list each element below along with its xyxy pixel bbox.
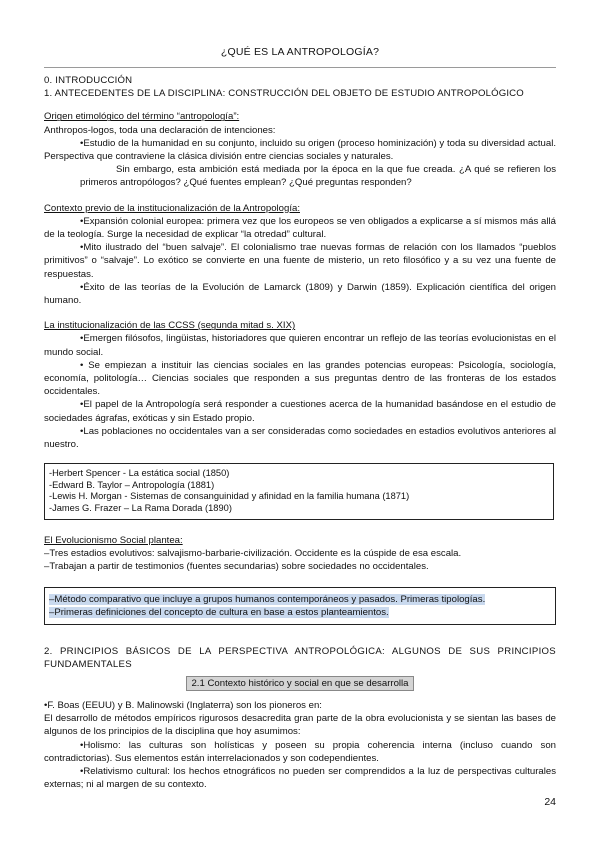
contexto-paragraph-2: •Mito ilustrado del “buen salvaje”. El colonialismo trae nuevas formas de relación con los llamados “pueblos primitivos” o “salvaje”. Lo exótico se convierte en una fuente de misterio, un reto filosófico y a su vez una fuente de respuestas. [44,242,556,280]
section2-paragraph-holismo: •Holismo: las culturas son holísticas y poseen su propia coherencia interna (incluso cuando son contradictorias). Sus elementos están interrelacionados y son codependientes. [44,739,556,764]
contexto-paragraph-3: •Éxito de las teorías de la Evolución de Lamarck (1809) y Darwin (1859). Explicación científica del origen humano. [44,281,556,307]
heading-institucionalizacion: La institucionalización de las CCSS (segunda mitad s. XIX) [44,320,296,332]
author-item: -Herbert Spencer - La estática social (1850) [49,468,230,479]
institucionalizacion-paragraph-2: • Se empiezan a instituir las ciencias sociales en las grandes potencias europeas: Psicología, sociología, economía, politología… Ciencias sociales que responden a sus preguntas dentro de las fronteras de los estados occidentales. [44,359,556,398]
heading-evolucionismo: El Evolucionismo Social plantea: [44,534,183,546]
origen-paragraph-2: Sin embargo, esta ambición está mediada por la época en la que fue creada. ¿A qué se refieren los primeros antropólogos? ¿Qué fuentes emplean? ¿Qué preguntas responden? [80,164,556,189]
institucionalizacion-paragraph-4: •Las poblaciones no occidentales van a ser consideradas como sociedades en estadios evolutivos anteriores al nuestro. [44,425,556,451]
author-item: -James G. Frazer – La Rama Dorada (1890) [49,503,232,514]
author-item: -Edward B. Taylor – Antropología (1881) [49,479,215,490]
heading-origen: Origen etimológico del término “antropología”: [44,111,240,123]
heading-contexto: Contexto previo de la institucionalización de la Antropología: [44,202,300,214]
evolucionismo-line2: –Trabajan a partir de testimonios (fuentes secundarias) sobre sociedades no occidentales. [44,561,429,573]
institucionalizacion-paragraph-3: •El papel de la Antropología será responder a cuestiones acerca de la humanidad basándose en el estudio de sociedades ágrafas, exóticas y sin Estado propio. [44,399,556,424]
page-title: ¿QUÉ ES LA ANTROPOLOGÍA? [220,46,380,58]
subheading-wrapper [44,676,556,691]
document-body [44,74,556,792]
origen-line1: Anthropos-logos, toda una declaración de intenciones: [44,124,276,136]
author-item: -Lewis H. Morgan - Sistemas de consanguinidad y afinidad en la familia humana (1871) [49,491,410,502]
heading-antecedentes: 1. ANTECEDENTES DE LA DISCIPLINA: CONSTRUCCIÓN DEL OBJETO DE ESTUDIO ANTROPOLÓGICO [44,88,524,100]
authors-box [44,463,554,519]
title-divider [44,67,556,68]
highlight-line2: –Primeras definiciones del concepto de cultura en base a estos planteamientos. [49,607,389,619]
subheading-contexto-historico: 2.1 Contexto histórico y social en que se desarrolla [186,676,413,691]
page-number: 24 [544,796,556,808]
evolucionismo-line1: –Tres estadios evolutivos: salvajismo-barbarie-civilización. Occidente es la cúspide de esa escala. [44,547,462,559]
heading-introduccion: 0. INTRODUCCIÓN [44,75,133,86]
highlight-box [44,587,556,624]
institucionalizacion-paragraph-1: •Emergen filósofos, lingüistas, historiadores que quieren encontrar un reflejo de las teorías evolucionistas en el mundo social. [44,333,556,358]
section2-paragraph-relativismo: •Relativismo cultural: los hechos etnográficos no pueden ser comprendidos a la luz de perspectivas culturales externas; ni al margen de su contexto. [44,766,556,791]
section2-paragraph-1: El desarrollo de métodos empíricos rigurosos desacredita gran parte de la obra evolucionista y se sientan las bases de algunos de los principios de la disciplina que hoy asumimos: [44,713,556,738]
pioneros-line: •F. Boas (EEUU) y B. Malinowski (Inglaterra) son los pioneros en: [44,700,322,712]
highlight-line1: –Método comparativo que incluye a grupos humanos contemporáneos y pasados. Primeras tipologías. [49,594,486,606]
contexto-paragraph-1: •Expansión colonial europea: primera vez que los europeos se ven obligados a explicarse a sí mismos más allá de la teología. Surge la necesidad de explicar “la otredad” cultural. [44,215,556,241]
origen-paragraph-1: •Estudio de la humanidad en su conjunto, incluido su origen (proceso hominización) y toda su diversidad actual. Perspectiva que contraviene la clásica división entre ciencias sociales y naturales. [44,137,556,163]
heading-principios: 2. PRINCIPIOS BÁSICOS DE LA PERSPECTIVA ANTROPOLÓGICA: ALGUNOS DE SUS PRINCIPIOS FUNDAMENTALES [44,645,556,670]
